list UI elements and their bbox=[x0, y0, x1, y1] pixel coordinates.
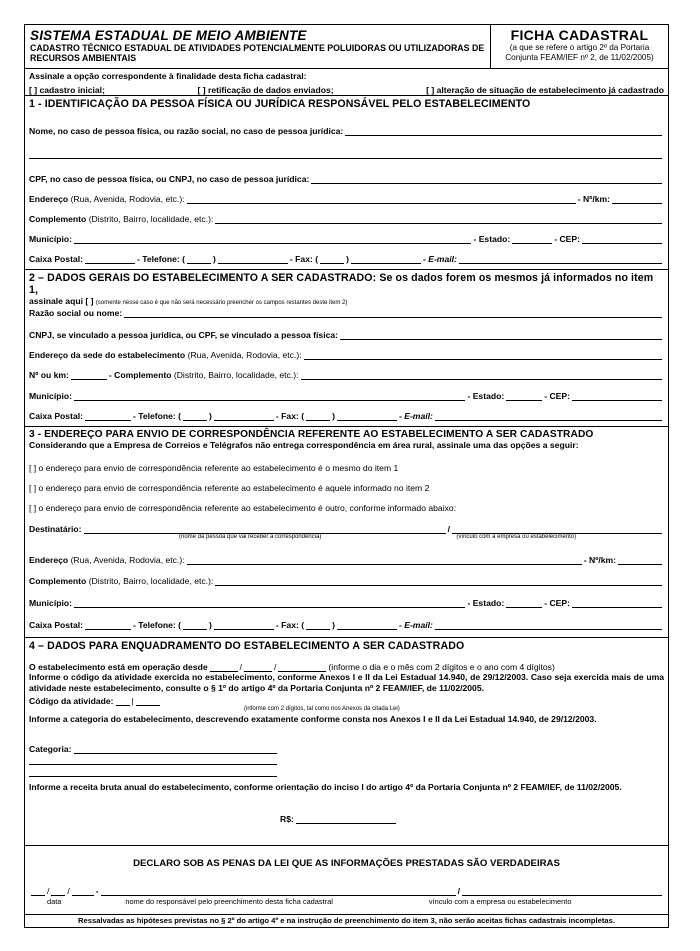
header-right bbox=[490, 25, 668, 68]
s2-cnpj-label: CNPJ, se vinculado a pessoa jurídica, ou CPF, se vinculado a pessoa física: bbox=[29, 330, 339, 340]
s1-complemento-hint: (Distrito, Bairro, localidade, etc.): bbox=[88, 214, 214, 224]
caption-data: data bbox=[47, 897, 62, 906]
s4-rs-field[interactable] bbox=[296, 815, 396, 824]
s1-caixa-label: Caixa Postal: bbox=[29, 254, 83, 264]
signature-captions bbox=[29, 897, 664, 906]
s3-option-outro[interactable]: [ ] o endereço para envio de correspondência referente ao estabelecimento é outro, conforme informado abaixo: bbox=[29, 503, 457, 513]
s1-estado-label: - Estado: bbox=[473, 234, 511, 244]
s2-fax-paren: ) bbox=[332, 411, 335, 421]
signature-row: / / - / bbox=[29, 886, 664, 896]
s1-cpf-label: CPF, no caso de pessoa física, ou CNPJ, no caso de pessoa jurídica: bbox=[29, 174, 310, 184]
s1-fax-label: - Fax: ( bbox=[289, 254, 319, 264]
s4-rs-row bbox=[280, 814, 398, 824]
s4-categoria-field-3[interactable] bbox=[29, 768, 277, 777]
s2-telefone-ddd[interactable] bbox=[183, 412, 207, 421]
s2-telefone-field[interactable] bbox=[214, 412, 274, 421]
s1-nome-field-2[interactable] bbox=[29, 150, 662, 159]
s2-fax-ddd[interactable] bbox=[306, 412, 330, 421]
s3-opt1-row bbox=[29, 463, 664, 473]
s4-categoria-field-2[interactable] bbox=[29, 756, 277, 765]
s2-complemento-hint: (Distrito, Bairro, localidade, etc.): bbox=[173, 370, 299, 380]
s1-nome-field[interactable] bbox=[345, 127, 662, 136]
s2-sede-field[interactable] bbox=[304, 351, 662, 360]
s2-sede-row bbox=[29, 350, 664, 360]
s3-endereco-label: Endereço bbox=[29, 555, 69, 565]
s2-fax-field[interactable] bbox=[337, 412, 397, 421]
s2-razao-field[interactable] bbox=[124, 309, 662, 318]
s4-operacao-label: O estabelecimento está em operação desde bbox=[29, 662, 208, 672]
s1-contato-row bbox=[29, 254, 664, 264]
s2-complemento-label: - Complemento bbox=[108, 370, 172, 380]
sign-dash: - bbox=[95, 886, 99, 896]
s3-cep-field[interactable] bbox=[572, 599, 662, 608]
s3-municipio-label: Município: bbox=[29, 598, 72, 608]
s1-fax-field[interactable] bbox=[351, 255, 421, 264]
system-title: SISTEMA ESTADUAL DE MEIO AMBIENTE bbox=[30, 28, 307, 43]
s1-telefone-field[interactable] bbox=[218, 255, 288, 264]
s3-destinatario-hints bbox=[29, 534, 664, 540]
option-alteracao[interactable]: [ ] alteração de situação de estabelecimento já cadastrado bbox=[426, 85, 664, 95]
s3-option-item2[interactable]: [ ] o endereço para envio de correspondência referente ao estabelecimento é aquele informado no item 2 bbox=[29, 483, 430, 493]
declaration-text: DECLARO SOB AS PENAS DA LEI QUE AS INFORMAÇÕES PRESTADAS SÃO VERDADEIRAS bbox=[133, 858, 560, 869]
s3-complemento-row bbox=[29, 576, 664, 586]
sign-date-month[interactable] bbox=[51, 887, 65, 896]
s3-estado-field[interactable] bbox=[506, 599, 542, 608]
section-2 bbox=[25, 270, 668, 427]
caption-responsavel: nome do responsável pelo preenchimento desta ficha cadastral bbox=[125, 897, 333, 906]
s3-fax-paren: ) bbox=[332, 620, 335, 630]
system-subtitle: CADASTRO TÉCNICO ESTADUAL DE ATIVIDADES POTENCIALMENTE POLUIDORAS OU UTILIZADORAS DE RECURSOS AMBIENTAIS bbox=[30, 43, 485, 63]
ficha-title: FICHA CADASTRAL bbox=[510, 27, 649, 43]
s1-telefone-paren: ) bbox=[213, 254, 216, 264]
s3-vinculo-field[interactable] bbox=[452, 525, 662, 534]
declaration-section bbox=[25, 846, 668, 926]
section-4 bbox=[25, 638, 668, 846]
section-2-title-hint: (somente nesse caso é que não será necessário preencher os campos restantes deste item 2) bbox=[95, 300, 348, 306]
section-1-title: 1 - IDENTIFICAÇÃO DA PESSOA FÍSICA OU JURÍDICA RESPONSÁVEL PELO ESTABELECIMENTO bbox=[29, 98, 531, 110]
s2-telefone-label: - Telefone: ( bbox=[132, 411, 182, 421]
s3-destinatario-slash: / bbox=[447, 524, 450, 534]
s2-sede-label: Endereço da sede do estabelecimento bbox=[29, 350, 186, 360]
s4-codigo-field-a[interactable] bbox=[116, 697, 130, 706]
s4-categoria-row3 bbox=[29, 768, 279, 777]
s1-nkm-label: - Nº/km: bbox=[577, 194, 610, 204]
purpose-options bbox=[25, 69, 668, 96]
s4-codigo-hint-row bbox=[29, 706, 664, 712]
s2-municipio-row bbox=[29, 391, 664, 401]
s1-municipio-label: Município: bbox=[29, 234, 72, 244]
s3-destinatario-label: Destinatário: bbox=[29, 524, 82, 534]
s2-nkm-field[interactable] bbox=[71, 371, 107, 380]
caption-vinculo: vínculo com a empresa ou estabelecimento bbox=[428, 897, 572, 906]
s2-razao-label: Razão social ou nome: bbox=[29, 308, 123, 318]
s4-categoria-info: Informe a categoria do estabelecimento, descrevendo exatamente conforme consta nos Anexos I e II da Lei Estadual 14.940, de 29/12/2003. bbox=[29, 714, 597, 724]
s1-complemento-field[interactable] bbox=[215, 215, 662, 224]
s3-opt3-row bbox=[29, 503, 664, 513]
s3-municipio-row bbox=[29, 598, 664, 608]
s4-categoria-field[interactable] bbox=[74, 745, 278, 754]
s3-telefone-label: - Telefone: ( bbox=[132, 620, 182, 630]
s2-fax-label: - Fax: ( bbox=[275, 411, 305, 421]
responsavel-vinculo-field[interactable] bbox=[462, 887, 662, 896]
s1-cpf-row bbox=[29, 174, 664, 184]
s3-telefone-paren: ) bbox=[209, 620, 212, 630]
s1-endereco-hint: (Rua, Avenida, Rodovia, etc.): bbox=[70, 194, 185, 204]
s2-caixa-field[interactable] bbox=[85, 412, 131, 421]
s4-codigo-hint: (informe com 2 dígitos, tal como nos Anexos da citada Lei) bbox=[244, 706, 400, 712]
s3-nkm-label: - Nº/km: bbox=[583, 555, 616, 565]
s4-operacao-ano[interactable] bbox=[278, 663, 326, 672]
s3-destinatario-field[interactable] bbox=[84, 525, 446, 534]
s2-contato-row bbox=[29, 411, 664, 421]
s3-estado-label: - Estado: bbox=[467, 598, 505, 608]
s3-cep-label: - CEP: bbox=[544, 598, 570, 608]
s1-telefone-ddd[interactable] bbox=[187, 255, 211, 264]
s3-fax-field[interactable] bbox=[337, 621, 397, 630]
incomplete-forms-note: Ressalvadas as hipóteses previstas no § 2º do artigo 4º e na instrução de preenchimento do item 3, não serão aceitas fichas cadastrais incompletas. bbox=[25, 914, 668, 926]
s2-nkm-row bbox=[29, 370, 664, 380]
s1-fax-paren: ) bbox=[346, 254, 349, 264]
section-4-title: 4 – DADOS PARA ENQUADRAMENTO DO ESTABELECIMENTO A SER CADASTRADO bbox=[29, 640, 465, 652]
s3-dest-hint-nome: (nome da pessoa que vai receber a correspondência) bbox=[179, 534, 322, 540]
form-header bbox=[25, 25, 668, 69]
s1-endereco-field[interactable] bbox=[187, 195, 576, 204]
s3-endereco-hint: (Rua, Avenida, Rodovia, etc.): bbox=[70, 555, 185, 565]
s1-estado-field[interactable] bbox=[512, 235, 552, 244]
s4-codigo-label: Código da atividade: bbox=[29, 696, 114, 706]
s3-complemento-hint: (Distrito, Bairro, localidade, etc.): bbox=[88, 576, 214, 586]
s1-telefone-label: - Telefone: ( bbox=[136, 254, 186, 264]
responsavel-field[interactable] bbox=[101, 887, 456, 896]
s2-cep-field[interactable] bbox=[572, 392, 662, 401]
s1-nome-label: Nome, no caso de pessoa física, ou razão social, no caso de pessoa jurídica: bbox=[29, 126, 344, 136]
s2-estado-label: - Estado: bbox=[467, 391, 505, 401]
s4-rs-label: R$: bbox=[280, 814, 294, 824]
s3-email-label: - E-mail: bbox=[398, 620, 433, 630]
section-2-checkbox[interactable]: assinale aqui [ ] bbox=[29, 296, 94, 306]
s3-municipio-field[interactable] bbox=[74, 599, 465, 608]
option-retificacao[interactable]: [ ] retificação de dados enviados; bbox=[197, 85, 334, 95]
s3-endereco-row bbox=[29, 555, 664, 565]
s3-email-field[interactable] bbox=[435, 621, 662, 630]
s4-categoria-row bbox=[29, 744, 279, 754]
section-1 bbox=[25, 96, 668, 270]
s1-complemento-row bbox=[29, 214, 664, 224]
s4-codigo-row: Código da atividade: | bbox=[29, 696, 664, 706]
s1-email-field[interactable] bbox=[459, 255, 662, 264]
s1-caixa-field[interactable] bbox=[85, 255, 135, 264]
s1-complemento-label: Complemento bbox=[29, 214, 87, 224]
section-2-title-row2 bbox=[25, 296, 668, 306]
option-cadastro-inicial[interactable]: [ ] cadastro inicial; bbox=[29, 85, 105, 95]
sign-date-year[interactable] bbox=[72, 887, 94, 896]
s4-receita-info: Informe a receita bruta anual do estabelecimento, conforme orientação do inciso I do artigo 4º da Portaria Conjunta nº 2 FEAM/IEF, de 11/02/2005. bbox=[29, 782, 622, 792]
s1-email-label: - E-mail: bbox=[422, 254, 457, 264]
s1-cpf-field[interactable] bbox=[311, 175, 662, 184]
s2-telefone-paren: ) bbox=[209, 411, 212, 421]
s2-complemento-field[interactable] bbox=[301, 371, 663, 380]
s1-nome-row2 bbox=[29, 150, 664, 159]
s4-categoria-row2 bbox=[29, 756, 279, 765]
s4-categoria-label: Categoria: bbox=[29, 744, 72, 754]
s2-nkm-label: Nº ou km: bbox=[29, 370, 69, 380]
s1-cep-label: - CEP: bbox=[554, 234, 580, 244]
ficha-reference: (a que se refere o artigo 2º da Portaria Conjunta FEAM/IEF nº 2, de 11/02/2005) bbox=[505, 43, 654, 62]
s1-nome-row bbox=[29, 126, 664, 136]
s2-email-field[interactable] bbox=[435, 412, 662, 421]
s4-codigo-field-b[interactable] bbox=[136, 697, 160, 706]
purpose-instruction: Assinale a opção correspondente à finalidade desta ficha cadastral: bbox=[29, 71, 307, 81]
s3-caixa-field[interactable] bbox=[85, 621, 131, 630]
s4-codigo-info: Informe o código da atividade exercida no estabelecimento, conforme Anexos I e II da Lei Estadual 14.940, de 29/12/2003. Caso seja exercida mais de uma atividade neste estabelecimento, consulte o § 1º do artigo 4º da Portaria Conjunta nº 2 FEAM/IEF, de 11/02/2005. bbox=[29, 672, 664, 693]
s3-dest-hint-vinculo: (vínculo com a empresa ou estabelecimento) bbox=[456, 534, 577, 540]
section-3 bbox=[25, 427, 668, 638]
s1-municipio-field[interactable] bbox=[74, 235, 471, 244]
s3-caixa-label: Caixa Postal: bbox=[29, 620, 83, 630]
header-left bbox=[25, 25, 490, 68]
s3-endereco-field[interactable] bbox=[187, 556, 582, 565]
s1-endereco-row bbox=[29, 194, 664, 204]
cadastro-form bbox=[24, 24, 669, 928]
s1-municipio-row bbox=[29, 234, 664, 244]
s2-municipio-field[interactable] bbox=[74, 392, 465, 401]
s3-nkm-field[interactable] bbox=[618, 556, 662, 565]
s3-fax-ddd[interactable] bbox=[306, 621, 330, 630]
s2-email-label: - E-mail: bbox=[398, 411, 433, 421]
s2-caixa-label: Caixa Postal: bbox=[29, 411, 83, 421]
s2-municipio-label: Município: bbox=[29, 391, 72, 401]
s2-cnpj-row bbox=[29, 330, 664, 340]
s2-razao-row bbox=[29, 308, 664, 318]
s2-cep-label: - CEP: bbox=[544, 391, 570, 401]
s3-destinatario-row bbox=[29, 524, 664, 534]
section-3-intro: Considerando que a Empresa de Correios e Telégrafos não entrega correspondência em área rural, assinale uma das opções a seguir: bbox=[29, 440, 579, 450]
s2-estado-field[interactable] bbox=[506, 392, 542, 401]
sign-date-day[interactable] bbox=[31, 887, 45, 896]
s4-operacao-dia[interactable] bbox=[210, 663, 238, 672]
s1-fax-ddd[interactable] bbox=[320, 255, 344, 264]
s1-endereco-label: Endereço bbox=[29, 194, 69, 204]
section-2-title: 2 – DADOS GERAIS DO ESTABELECIMENTO A SER CADASTRADO: Se os dados forem os mesmos já informados no item 1, bbox=[29, 272, 654, 296]
s3-contato-row bbox=[29, 620, 664, 630]
s2-sede-hint: (Rua, Avenida, Rodovia, etc.): bbox=[187, 350, 302, 360]
s4-operacao-row: O estabelecimento está em operação desde / / (informe o dia e o mês com 2 dígitos e o ano com 4 dígitos) bbox=[29, 662, 555, 672]
s3-option-item1[interactable]: [ ] o endereço para envio de correspondência referente ao estabelecimento é o mesmo do item 1 bbox=[29, 463, 399, 473]
s2-cnpj-field[interactable] bbox=[340, 331, 662, 340]
s3-telefone-ddd[interactable] bbox=[183, 621, 207, 630]
s1-nkm-field[interactable] bbox=[612, 195, 662, 204]
s3-complemento-field[interactable] bbox=[215, 577, 662, 586]
s4-operacao-mes[interactable] bbox=[244, 663, 272, 672]
s3-telefone-field[interactable] bbox=[214, 621, 274, 630]
s3-fax-label: - Fax: ( bbox=[275, 620, 305, 630]
s4-operacao-hint: (informe o dia e o mês com 2 dígitos e o ano com 4 dígitos) bbox=[328, 662, 555, 672]
s3-opt2-row bbox=[29, 483, 664, 493]
s1-cep-field[interactable] bbox=[582, 235, 662, 244]
section-3-title: 3 - ENDEREÇO PARA ENVIO DE CORRESPONDÊNCIA REFERENTE AO ESTABELECIMENTO A SER CADASTRADO bbox=[29, 429, 594, 440]
s3-complemento-label: Complemento bbox=[29, 576, 87, 586]
sign-slash: / bbox=[457, 886, 460, 896]
